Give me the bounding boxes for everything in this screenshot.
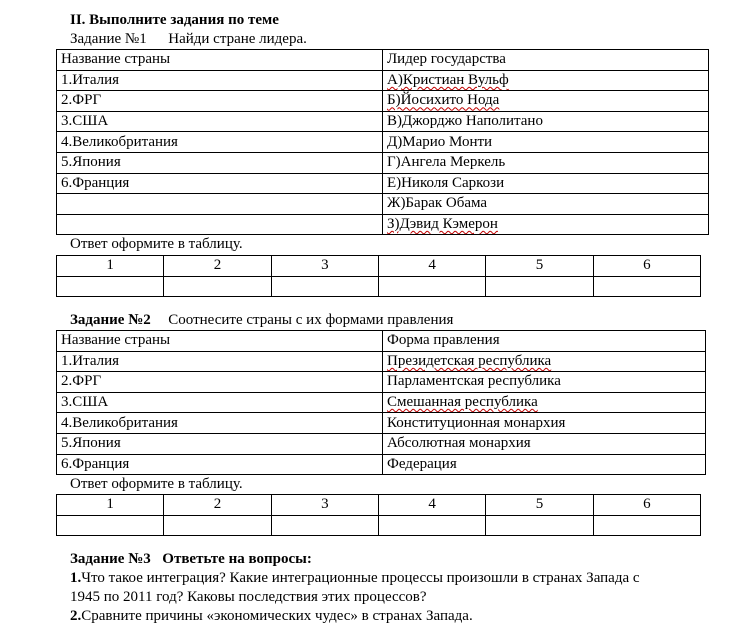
leader-cell: В)Джорджо Наполитано — [383, 111, 709, 132]
country-cell: 2.ФРГ — [57, 372, 383, 393]
answer-cell-1[interactable] — [57, 276, 164, 297]
question-text: Что такое интеграция? Какие интеграционные процессы произошли в странах Запада с — [81, 570, 640, 586]
answer-cell-5[interactable] — [486, 276, 593, 297]
task3-title — [70, 551, 312, 568]
answer-input-row — [57, 276, 701, 297]
task3-title-prefix: Задание №3 — [70, 551, 151, 567]
country-cell: 3.США — [57, 111, 383, 132]
task1-title — [70, 31, 307, 48]
task2-title — [70, 312, 453, 329]
country-cell: 3.США — [57, 392, 383, 413]
task2-matching-table — [56, 330, 706, 475]
answer-cell-4[interactable] — [378, 515, 485, 536]
answer-column-label: 2 — [164, 256, 271, 277]
task1-answer-table — [56, 255, 701, 297]
answer-column-label: 2 — [164, 495, 271, 516]
question-number: 1. — [70, 570, 82, 586]
section-heading: II. Выполните задания по теме — [70, 12, 279, 28]
table-row — [57, 173, 709, 194]
answer-cell-5[interactable] — [486, 515, 593, 536]
answer-column-label: 4 — [378, 495, 485, 516]
answer-input-row — [57, 515, 701, 536]
leader-cell — [383, 70, 709, 91]
leader-cell: Д)Марио Монти — [383, 132, 709, 153]
government-form-text: Президетская республика — [387, 352, 552, 369]
answer-cell-2[interactable] — [164, 515, 271, 536]
answer-column-label: 6 — [593, 495, 700, 516]
table-row — [57, 111, 709, 132]
government-form-cell: Абсолютная монархия — [383, 433, 706, 454]
task2-title-prefix: Задание №2 — [70, 312, 151, 328]
task2-title-text: Соотнесите страны с их формами правления — [168, 312, 454, 328]
answer-cell-1[interactable] — [57, 515, 164, 536]
table-header-row — [57, 50, 709, 71]
table-row — [57, 351, 706, 372]
task1-matching-table — [56, 49, 709, 235]
government-form-cell: Парламентская республика — [383, 372, 706, 393]
answer-column-label: 1 — [57, 256, 164, 277]
answer-column-label: 1 — [57, 495, 164, 516]
table-row — [57, 372, 706, 393]
leader-cell — [383, 214, 709, 235]
government-form-cell: Федерация — [383, 454, 706, 475]
table-row — [57, 70, 709, 91]
task1-title-text: Найди стране лидера. — [168, 31, 307, 47]
country-cell: 4.Великобритания — [57, 132, 383, 153]
table-row — [57, 413, 706, 434]
answer-cell-4[interactable] — [378, 276, 485, 297]
government-form-text: Смешанная республика — [387, 394, 538, 411]
task2-answer-label: Ответ оформите в таблицу. — [70, 476, 243, 492]
task3-question-1 — [70, 570, 640, 587]
country-cell: 5.Япония — [57, 152, 383, 173]
leader-text: Б)Йосихито Нода — [387, 92, 500, 109]
table-row — [57, 132, 709, 153]
country-cell: 6.Франция — [57, 454, 383, 475]
answer-cell-6[interactable] — [593, 515, 700, 536]
table-header-cell: Название страны — [57, 50, 383, 71]
table-row — [57, 454, 706, 475]
answer-cell-3[interactable] — [271, 276, 378, 297]
answer-column-label: 3 — [271, 256, 378, 277]
leader-cell: Е)Николя Саркози — [383, 173, 709, 194]
country-cell: 5.Япония — [57, 433, 383, 454]
table-header-row — [57, 331, 706, 352]
table-row — [57, 392, 706, 413]
government-form-cell: Конституционная монархия — [383, 413, 706, 434]
country-cell: 1.Италия — [57, 351, 383, 372]
country-cell — [57, 194, 383, 215]
government-form-cell — [383, 392, 706, 413]
government-form-cell — [383, 351, 706, 372]
task1-answer-label: Ответ оформите в таблицу. — [70, 236, 243, 252]
answer-cell-3[interactable] — [271, 515, 378, 536]
task2-answer-table — [56, 494, 701, 536]
country-cell: 2.ФРГ — [57, 91, 383, 112]
country-cell: 1.Италия — [57, 70, 383, 91]
country-cell — [57, 214, 383, 235]
table-row — [57, 433, 706, 454]
leader-cell: Г)Ангела Меркель — [383, 152, 709, 173]
table-row — [57, 194, 709, 215]
answer-column-label: 5 — [486, 256, 593, 277]
table-header-cell: Форма правления — [383, 331, 706, 352]
leader-text: З)Дэвид Кэмерон — [387, 216, 498, 233]
table-row — [57, 214, 709, 235]
table-row — [57, 152, 709, 173]
question-number: 2. — [70, 608, 82, 624]
answer-cell-2[interactable] — [164, 276, 271, 297]
table-row — [57, 91, 709, 112]
leader-text: А)Кристиан Вульф — [387, 71, 509, 88]
leader-cell: Ж)Барак Обама — [383, 194, 709, 215]
table-header-cell: Название страны — [57, 331, 383, 352]
question-text: Сравните причины «экономических чудес» в странах Запада. — [81, 608, 473, 624]
task3-question-1-continued: 1945 по 2011 год? Каковы последствия этих процессов? — [70, 589, 427, 605]
answer-cell-6[interactable] — [593, 276, 700, 297]
answer-column-label: 3 — [271, 495, 378, 516]
leader-cell — [383, 91, 709, 112]
task3-question-2 — [70, 608, 473, 625]
answer-header-row — [57, 256, 701, 277]
task3-title-text: Ответьте на вопросы: — [162, 551, 312, 567]
answer-column-label: 6 — [593, 256, 700, 277]
answer-column-label: 5 — [486, 495, 593, 516]
answer-column-label: 4 — [378, 256, 485, 277]
country-cell: 4.Великобритания — [57, 413, 383, 434]
country-cell: 6.Франция — [57, 173, 383, 194]
task1-title-prefix: Задание №1 — [70, 31, 147, 47]
table-header-cell: Лидер государства — [383, 50, 709, 71]
answer-header-row — [57, 495, 701, 516]
